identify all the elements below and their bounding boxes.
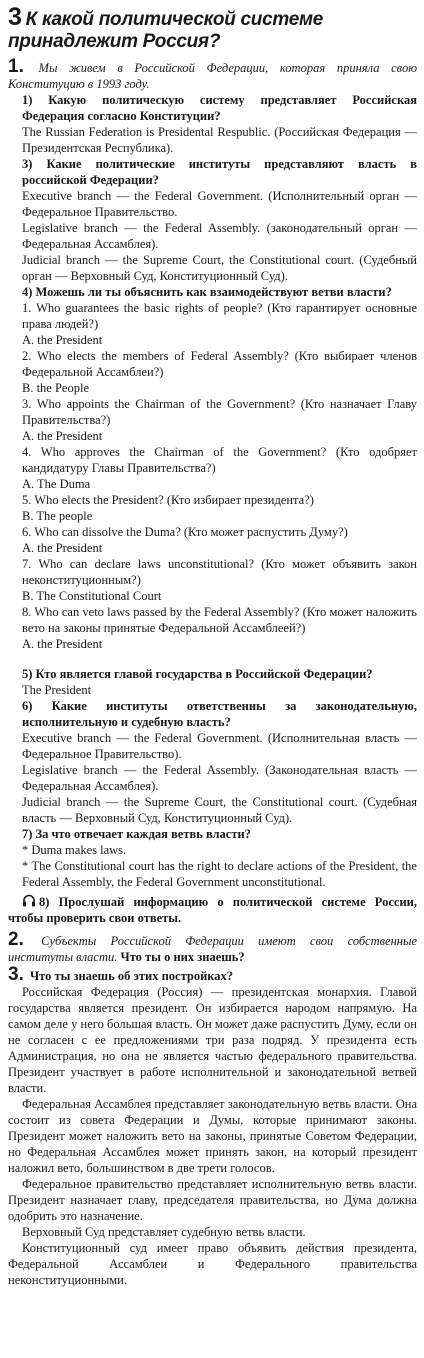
sub-question: 3. Who appoints the Chairman of the Government? (Кто назначает Главу Правительства?) xyxy=(22,397,417,427)
section-2 xyxy=(8,929,418,965)
question-1: 1) Какую политическую систему представляет Российская Федерация согласно Конституции? xyxy=(22,93,417,123)
paragraph: Федеральная Ассамблея представляет законодательную ветвь власти. Она состоит из совета Федерации и Думы, которые принимают законы. Президент может наложить вето на законы, принятые Советом Федерации, но Федеральная Ассамблея может принять закон, на который президент наложил вето, большинством в две трети голосов. xyxy=(8,1097,417,1175)
listening-task-text: 8) Прослушай информацию о политической системе России, чтобы проверить свои ответы. xyxy=(8,895,417,925)
section-3-question: Что ты знаешь об этих постройках? xyxy=(29,969,234,983)
sub-question: 7. Who can declare laws unconstitutional? (Кто может объявить закон неконституционным?) xyxy=(22,557,417,587)
section-2-question: Что ты о них знаешь? xyxy=(120,950,245,964)
title-number: 3 xyxy=(8,3,22,31)
section-3-number: 3. xyxy=(8,964,24,985)
sub-answer: A. the President xyxy=(22,541,103,555)
answer-3-legislative: Legislative branch — the Federal Assembly. (законодательный орган — Федеральная Ассамблея). xyxy=(22,221,417,251)
answer-7-court: * The Constitutional court has the right to declare actions of the President, the Federal Assembly, the Federal Government unconstitutional. xyxy=(22,859,417,889)
question-4: 4) Можешь ли ты объяснить как взаимодействуют ветви власти? xyxy=(22,285,392,299)
sub-question: 8. Who can veto laws passed by the Federal Assembly? (Кто может наложить вето на законы принятые Федеральной Ассамблеей?) xyxy=(22,605,417,635)
sub-question: 2. Who elects the members of Federal Assembly? (Кто выбирает членов Федеральной Ассамблеи?) xyxy=(22,349,417,379)
question-6: 6) Какие институты ответственны за законодательную, исполнительную и судебную власть? xyxy=(22,699,417,729)
paragraph: Российская Федерация (Россия) — президентская монархия. Главой государства является президент. Он избирается народом напрямую. На самом деле у него большая власть. Он может даже распустить Думу, если он не согласен с ее предложениями три раза подряд. У президента есть Администрация, но она не является частью федерального правительства. Президент участвует в работе исполнительной и законодательной ветвей власти. xyxy=(8,985,417,1095)
sub-question: 5. Who elects the President? (Кто избирает президента?) xyxy=(22,493,314,507)
answer-3-judicial: Judicial branch — the Supreme Court, the Constitutional court. (Судебный орган — Верховный Суд, Конституционный Суд). xyxy=(22,253,417,283)
sub-answer: A. the President xyxy=(22,333,103,347)
headphones-icon xyxy=(22,894,36,908)
paragraph: Конституционный суд имеет право объявить действия президента, Федеральной Ассамблеи и Федерального правительства неконституционными. xyxy=(8,1241,417,1287)
question-7: 7) За что отвечает каждая ветвь власти? xyxy=(22,827,251,841)
answer-6-judicial: Judicial branch — the Supreme Court, the Constitutional court. (Судебная власть — Верховный Суд, Конституционный Суд). xyxy=(22,795,417,825)
sub-question: 6. Who can dissolve the Duma? (Кто может распустить Думу?) xyxy=(22,525,348,539)
section-3 xyxy=(8,964,417,985)
section-1-intro-text: Мы живем в Российской Федерации, которая приняла свою Конституцию в 1993 году. xyxy=(8,61,418,91)
listening-task xyxy=(8,894,417,926)
paragraph: Федеральное правительство представляет исполнительную ветвь власти. Президент назначает главу, председателя правительства, но Дума должна одобрить это назначение. xyxy=(8,1177,417,1223)
question-3: 3) Какие политические институты представляют власть в российской Федерации? xyxy=(22,157,417,187)
sub-answer: A. the President xyxy=(22,637,103,651)
answer-1: The Russian Federation is Presidental Respublic. (Российская Федерация — Президентская Республика). xyxy=(22,125,417,155)
title-text: К какой политической системе принадлежит Россия? xyxy=(8,9,323,52)
answer-6-executive: Executive branch — the Federal Government. (Исполнительная власть — Федеральное Правительство). xyxy=(22,731,417,761)
sub-question: 4. Who approves the Chairman of the Government? (Кто одобряет кандидатуру Главы Правительства?) xyxy=(22,445,417,475)
answer-7-duma: * Duma makes laws. xyxy=(22,843,127,857)
sub-question: 1. Who guarantees the basic rights of people? (Кто гарантирует основные права людей?) xyxy=(22,301,417,331)
sub-answer: B. The Constitutional Court xyxy=(22,589,162,603)
sub-answer: A. the President xyxy=(22,429,103,443)
section-2-text: Субъекты Российской Федерации имеют свои собственные институты власти. xyxy=(8,934,418,964)
answer-5: The President xyxy=(22,683,92,697)
section-1-intro xyxy=(8,56,418,92)
answer-3-executive: Executive branch — the Federal Government. (Исполнительный орган — Федеральное Правительство. xyxy=(22,189,417,219)
question-5: 5) Кто является главой государства в Российской Федерации? xyxy=(22,667,373,681)
answer-6-legislative: Legislative branch — the Federal Assembly. (Законодательная власть — Федеральная Ассамблея). xyxy=(22,763,417,793)
page-title xyxy=(8,3,417,53)
section-1-number: 1. xyxy=(8,56,24,77)
sub-answer: B. The people xyxy=(22,509,93,523)
paragraph: Верховный Суд представляет судебную ветвь власти. xyxy=(22,1225,306,1239)
sub-answer: A. The Duma xyxy=(22,477,91,491)
section-2-number: 2. xyxy=(8,929,24,950)
sub-answer: B. the People xyxy=(22,381,90,395)
